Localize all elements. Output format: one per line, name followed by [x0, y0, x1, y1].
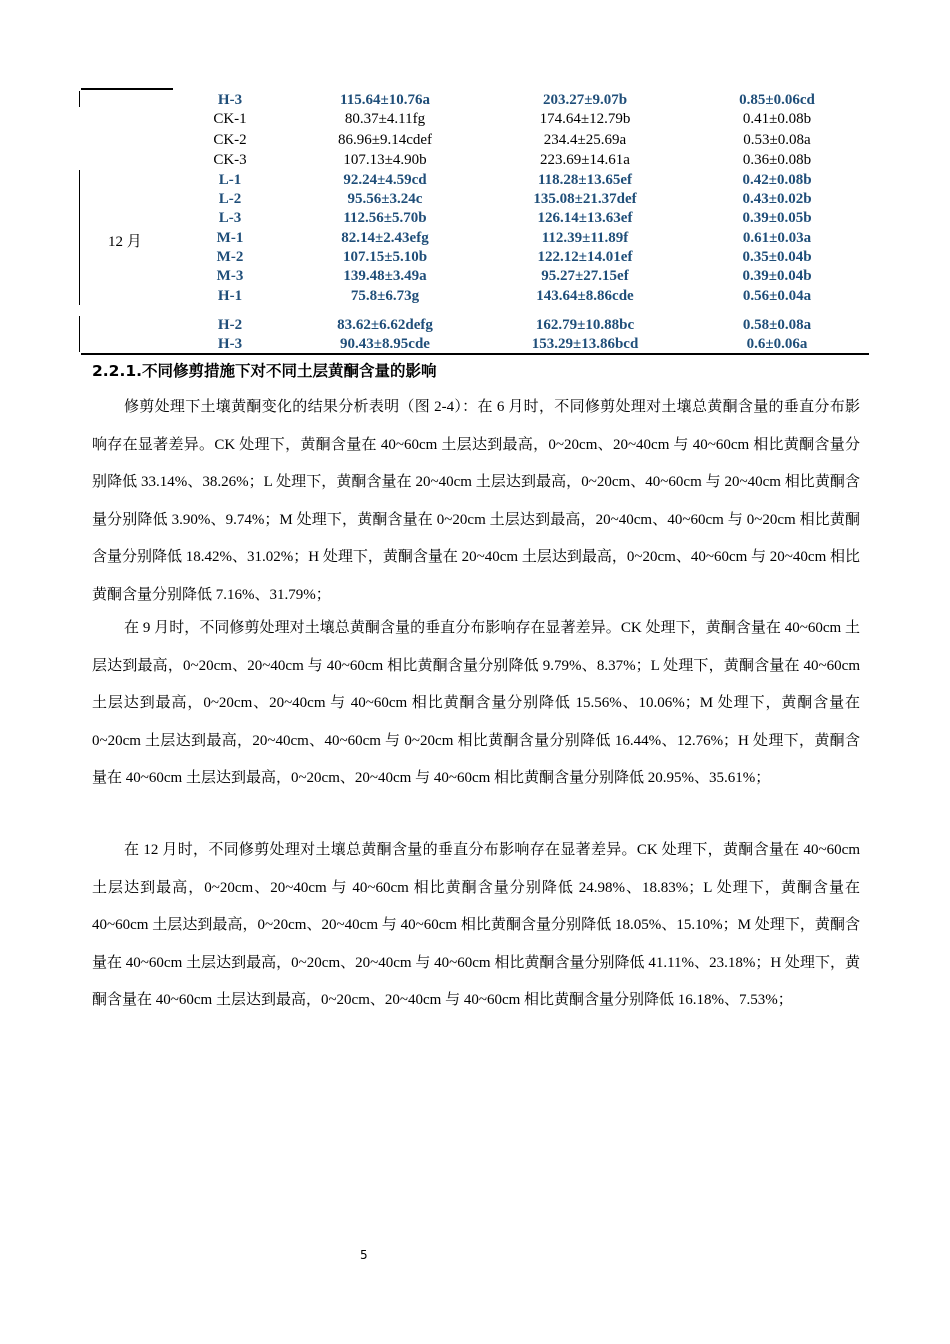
table-row: [180, 287, 880, 306]
table-row: [180, 209, 880, 228]
table-row: [180, 267, 880, 286]
value-cell: 126.14±13.63ef: [537, 210, 633, 226]
value-cell: 0.58±0.08a: [742, 317, 812, 333]
treatment-cell: H-3: [217, 92, 243, 108]
value-cell: 95.27±27.15ef: [541, 268, 629, 284]
body-paragraph: 在 9 月时，不同修剪处理对土壤总黄酮含量的垂直分布影响存在显著差异。CK 处理下，黄酮含量在 40~60cm 土层达到最高，0~20cm、20~40cm 与 40~60cm 相比黄酮含量分别降低 9.79%、8.37%；L 处理下，黄酮含量在 40~60cm 土层达到最高，0~20cm、20~40cm 与 40~60cm 相比黄酮含量分别降低 15.56%、10.06%；M 处理下，黄酮含量在 0~20cm 土层达到最高，20~40cm、40~60cm 与 0~20cm 相比黄酮含量分别降低 16.44%、12.76%；H 处理下，黄酮含量在 40~60cm 土层达到最高，0~20cm、20~40cm 与 40~60cm 相比黄酮含量分别降低 20.95%、35.61%；: [92, 620, 860, 786]
value-cell: 0.43±0.02b: [742, 191, 812, 207]
table-left-rule: [79, 170, 80, 305]
value-cell: 203.27±9.07b: [542, 92, 628, 108]
value-cell: 223.69±14.61a: [540, 152, 630, 168]
table-top-rule: [81, 88, 173, 90]
treatment-cell: H-3: [217, 336, 243, 352]
treatment-cell: CK-2: [213, 132, 247, 148]
value-cell: 0.41±0.08b: [742, 111, 812, 127]
treatment-cell: M-2: [216, 249, 244, 265]
treatment-cell: L-3: [218, 210, 242, 226]
value-cell: 153.29±13.86bcd: [531, 336, 639, 352]
value-cell: 0.39±0.04b: [742, 268, 812, 284]
table-row: [180, 91, 880, 110]
value-cell: 143.64±8.86cde: [536, 288, 634, 304]
table-row: [180, 110, 880, 129]
value-cell: 75.8±6.73g: [350, 288, 420, 304]
section-heading: 2.2.1.不同修剪措施下对不同土层黄酮含量的影响: [92, 362, 437, 380]
treatment-cell: CK-3: [213, 152, 247, 168]
value-cell: 0.35±0.04b: [742, 249, 812, 265]
treatment-cell: L-2: [218, 191, 242, 207]
value-cell: 0.53±0.08a: [743, 132, 811, 148]
value-cell: 122.12±14.01ef: [537, 249, 633, 265]
value-cell: 90.43±8.95cde: [340, 336, 430, 352]
table-row: [180, 131, 880, 150]
value-cell: 139.48±3.49a: [343, 268, 427, 284]
table-row: [180, 151, 880, 170]
value-cell: 0.42±0.08b: [742, 172, 812, 188]
table-row: [180, 316, 880, 335]
value-cell: 112.39±11.89f: [541, 230, 629, 246]
table-row: [180, 335, 880, 354]
value-cell: 135.08±21.37def: [533, 191, 637, 207]
table-row: [180, 171, 880, 190]
value-cell: 86.96±9.14cdef: [337, 132, 433, 148]
table-left-rule: [79, 91, 80, 107]
value-cell: 0.85±0.06cd: [739, 92, 815, 108]
value-cell: 118.28±13.65ef: [537, 172, 633, 188]
table-bottom-rule: [81, 353, 869, 355]
value-cell: 83.62±6.62defg: [337, 317, 433, 333]
treatment-cell: M-3: [216, 268, 244, 284]
value-cell: 112.56±5.70b: [343, 210, 427, 226]
table-left-rule: [79, 316, 80, 352]
value-cell: 95.56±3.24c: [347, 191, 423, 207]
page-number: 5: [360, 1248, 368, 1262]
value-cell: 107.13±4.90b: [343, 152, 427, 168]
value-cell: 0.6±0.06a: [746, 336, 808, 352]
value-cell: 0.36±0.08b: [742, 152, 812, 168]
value-cell: 82.14±2.43efg: [341, 230, 429, 246]
treatment-cell: CK-1: [213, 111, 247, 127]
value-cell: 115.64±10.76a: [340, 92, 430, 108]
value-cell: 162.79±10.88bc: [535, 317, 635, 333]
body-paragraph: 修剪处理下土壤黄酮变化的结果分析表明（图 2-4）：在 6 月时，不同修剪处理对土壤总黄酮含量的垂直分布影响存在显著差异。CK 处理下，黄酮含量在 40~60cm 土层达到最高，0~20cm、20~40cm 与 40~60cm 相比黄酮含量分别降低 33.14%、38.26%；L 处理下，黄酮含量在 20~40cm 土层达到最高，0~20cm、40~60cm 与 20~40cm 相比黄酮含量分别降低 3.90%、9.74%；M 处理下，黄酮含量在 0~20cm 土层达到最高，20~40cm、40~60cm 与 0~20cm 相比黄酮含量分别降低 18.42%、31.02%；H 处理下，黄酮含量在 20~40cm 土层达到最高，0~20cm、40~60cm 与 20~40cm 相比黄酮含量分别降低 7.16%、31.79%；: [92, 399, 860, 603]
table-row: [180, 229, 880, 248]
treatment-cell: H-2: [217, 317, 243, 333]
value-cell: 0.56±0.04a: [742, 288, 812, 304]
treatment-cell: M-1: [216, 230, 244, 246]
table-row: [180, 248, 880, 267]
table-row: [180, 190, 880, 209]
body-paragraph: 在 12 月时，不同修剪处理对土壤总黄酮含量的垂直分布影响存在显著差异。CK 处理下，黄酮含量在 40~60cm 土层达到最高，0~20cm、20~40cm 与 40~60cm 相比黄酮含量分别降低 24.98%、18.83%；L 处理下，黄酮含量在 40~60cm 土层达到最高，0~20cm、20~40cm 与 40~60cm 相比黄酮含量分别降低 18.05%、15.10%；M 处理下，黄酮含量在 40~60cm 土层达到最高，0~20cm、20~40cm 与 40~60cm 相比黄酮含量分别降低 41.11%、23.18%；H 处理下，黄酮含量在 40~60cm 土层达到最高，0~20cm、20~40cm 与 40~60cm 相比黄酮含量分别降低 16.18%、7.53%；: [92, 842, 860, 1008]
value-cell: 0.61±0.03a: [742, 230, 812, 246]
value-cell: 234.4±25.69a: [543, 132, 627, 148]
value-cell: 92.24±4.59cd: [343, 172, 427, 188]
treatment-cell: H-1: [217, 288, 243, 304]
value-cell: 107.15±5.10b: [342, 249, 428, 265]
value-cell: 174.64±12.79b: [539, 111, 631, 127]
value-cell: 0.39±0.05b: [742, 210, 812, 226]
month-label: 12 月: [108, 234, 142, 250]
treatment-cell: L-1: [218, 172, 242, 188]
value-cell: 80.37±4.11fg: [344, 111, 426, 127]
